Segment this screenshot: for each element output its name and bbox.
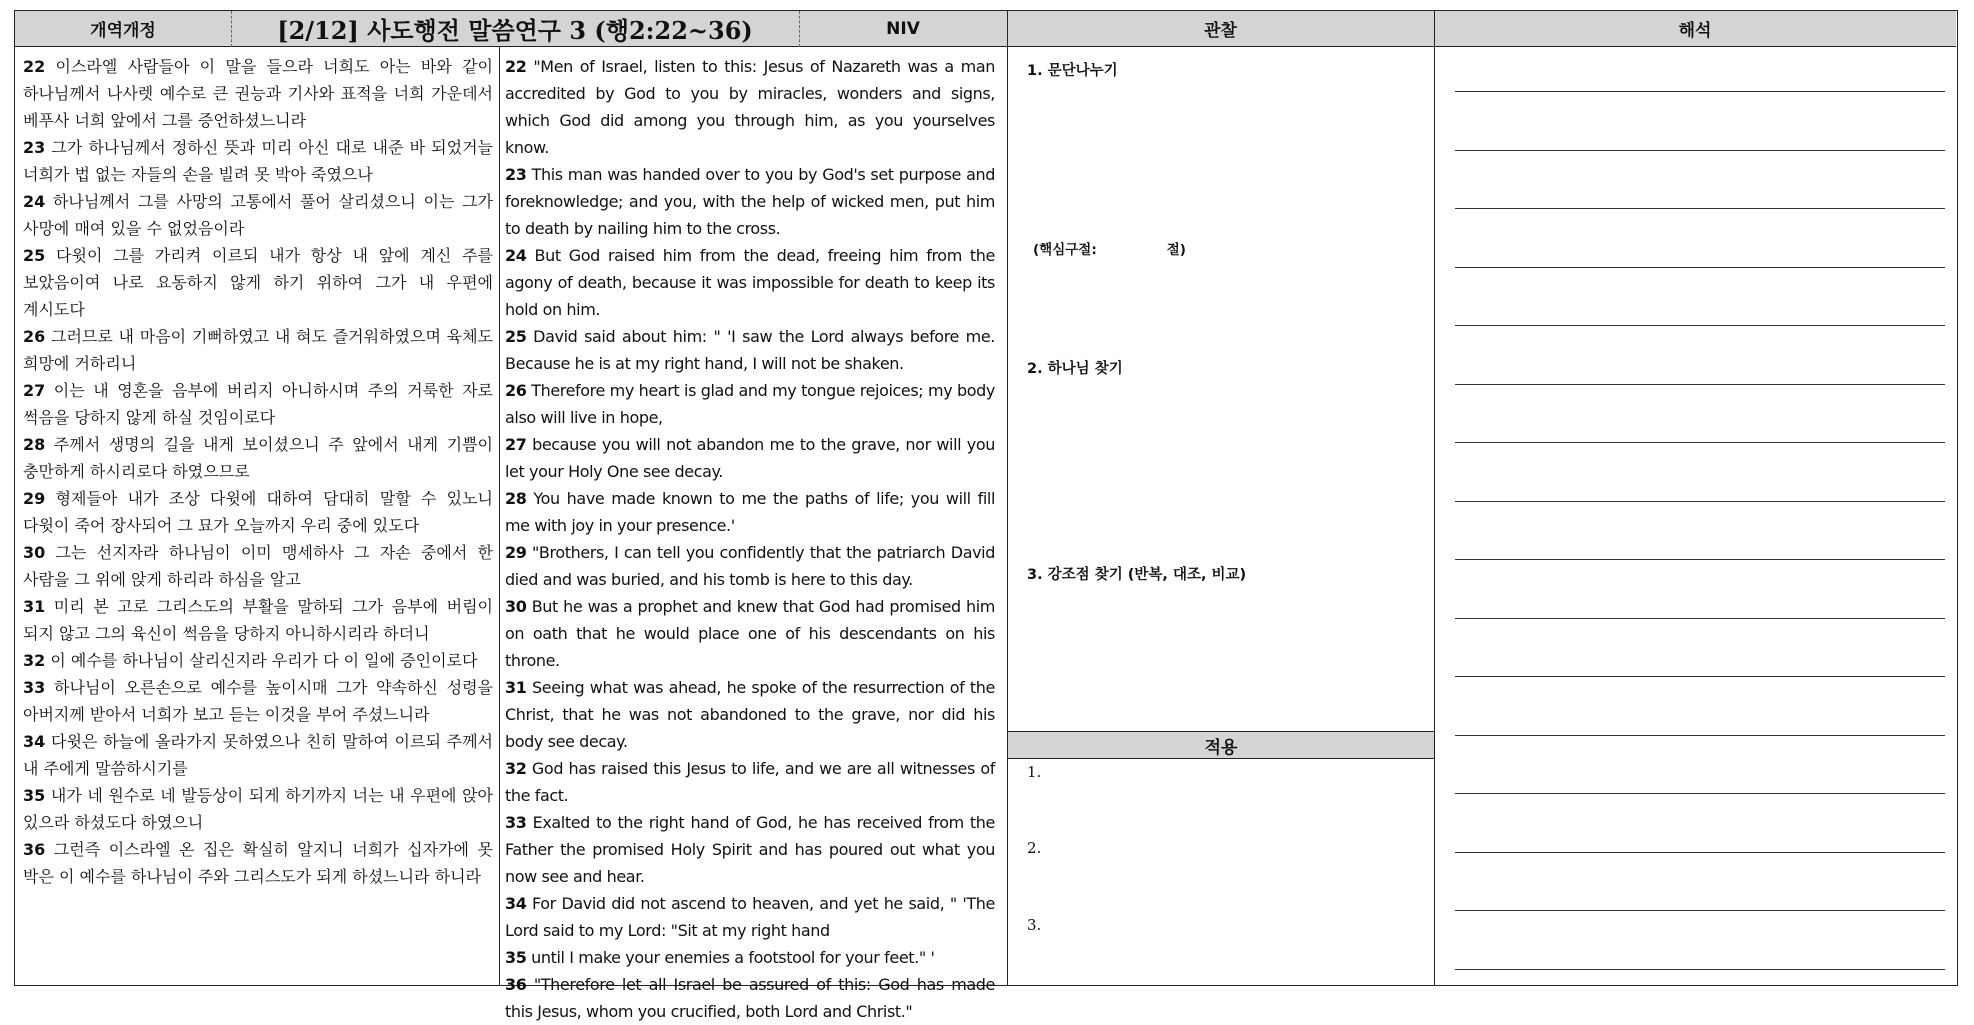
niv-verses bbox=[505, 53, 995, 1025]
verse bbox=[23, 836, 493, 890]
verse-text: 미리 본 고로 그리스도의 부활을 말하되 그가 음부에 버림이 되지 않고 그의 육신이 썩음을 당하지 아니하시리라 하더니 bbox=[23, 597, 493, 643]
verse bbox=[23, 188, 493, 242]
writing-line bbox=[1455, 910, 1945, 911]
verse-number: 25 bbox=[23, 246, 46, 265]
verse bbox=[23, 539, 493, 593]
header-divider bbox=[799, 11, 800, 47]
find-god-label: 2. 하나님 찾기 bbox=[1027, 361, 1123, 377]
verse bbox=[505, 971, 995, 1025]
verse-number: 29 bbox=[23, 489, 46, 508]
column-divider bbox=[1007, 11, 1008, 985]
verse-text: But he was a prophet and knew that God had promised him on oath that he would place one of his descendants on his throne. bbox=[505, 597, 995, 670]
verse bbox=[505, 53, 995, 161]
verse-number: 24 bbox=[505, 246, 527, 265]
verse-text: "Men of Israel, listen to this: Jesus of Nazareth was a man accredited by God to you by miracles, wonders and signs, which God did among you through him, as you yourselves know. bbox=[505, 57, 995, 157]
verse bbox=[505, 431, 995, 485]
writing-line bbox=[1455, 735, 1945, 736]
verse-text: 다윗이 그를 가리켜 이르되 내가 항상 내 앞에 계신 주를 보았음이여 나로 요동하지 않게 하기 위하여 그가 내 우편에 계시도다 bbox=[23, 246, 493, 319]
verse-text: You have made known to me the paths of life; you will fill me with joy in your presence.' bbox=[505, 489, 995, 535]
verse-number: 36 bbox=[505, 975, 527, 994]
verse-text: Exalted to the right hand of God, he has received from the Father the promised Holy Spirit and has poured out what you now see and hear. bbox=[505, 813, 995, 886]
verse bbox=[23, 485, 493, 539]
verse bbox=[505, 377, 995, 431]
verse-number: 22 bbox=[505, 57, 527, 76]
verse-number: 30 bbox=[505, 597, 527, 616]
writing-line bbox=[1455, 150, 1945, 151]
writing-line bbox=[1455, 442, 1945, 443]
writing-line bbox=[1455, 852, 1945, 853]
writing-line bbox=[1455, 325, 1945, 326]
header-divider bbox=[231, 11, 232, 47]
verse bbox=[23, 134, 493, 188]
writing-line bbox=[1455, 384, 1945, 385]
verse bbox=[505, 755, 995, 809]
writing-line bbox=[1455, 969, 1945, 970]
verse-number: 27 bbox=[505, 435, 527, 454]
verse bbox=[505, 890, 995, 944]
verse-text: 이스라엘 사람들아 이 말을 들으라 너희도 아는 바와 같이 하나님께서 나사렛 예수로 큰 권능과 기사와 표적을 너희 가운데서 베푸사 너희 앞에서 그를 증언하셨느니라 bbox=[23, 57, 493, 130]
verse-number: 31 bbox=[23, 597, 46, 616]
verse bbox=[23, 674, 493, 728]
verse-text: But God raised him from the dead, freeing him from the agony of death, because it was impossible for death to keep its hold on him. bbox=[505, 246, 995, 319]
verse-text: Seeing what was ahead, he spoke of the resurrection of the Christ, that he was not abandoned to the grave, nor did his body see decay. bbox=[505, 678, 995, 751]
writing-line bbox=[1455, 208, 1945, 209]
verse bbox=[505, 674, 995, 755]
writing-line bbox=[1455, 559, 1945, 560]
header-niv: NIV bbox=[799, 11, 1007, 47]
verse-text: 이는 내 영혼을 음부에 버리지 아니하시며 주의 거룩한 자로 썩음을 당하지 않게 하실 것임이로다 bbox=[23, 381, 493, 427]
verse-number: 22 bbox=[23, 57, 46, 76]
verse-text: 그는 선지자라 하나님이 이미 맹세하사 그 자손 중에서 한 사람을 그 위에 앉게 하리라 하심을 알고 bbox=[23, 543, 493, 589]
verse bbox=[505, 809, 995, 890]
paragraph-division-label: 1. 문단나누기 bbox=[1027, 63, 1118, 79]
header-interpretation: 해석 bbox=[1434, 11, 1956, 47]
verse-number: 33 bbox=[505, 813, 527, 832]
verse bbox=[23, 323, 493, 377]
verse-number: 35 bbox=[23, 786, 46, 805]
verse bbox=[23, 242, 493, 323]
verse-number: 36 bbox=[23, 840, 46, 859]
verse-text: Therefore my heart is glad and my tongue rejoices; my body also will live in hope, bbox=[505, 381, 995, 427]
verse-text: until I make your enemies a footstool for your feet." ' bbox=[526, 948, 935, 967]
verse bbox=[23, 647, 493, 674]
verse-text: 하나님께서 그를 사망의 고통에서 풀어 살리셨으니 이는 그가 사망에 매여 있을 수 없었음이라 bbox=[23, 192, 493, 238]
writing-line bbox=[1455, 91, 1945, 92]
verse-number: 34 bbox=[23, 732, 46, 751]
verse-text: 그런즉 이스라엘 온 집은 확실히 알지니 너희가 십자가에 못 박은 이 예수를 하나님이 주와 그리스도가 되게 하셨느니라 하니라 bbox=[23, 840, 493, 886]
verse-number: 34 bbox=[505, 894, 527, 913]
find-emphasis-label: 3. 강조점 찾기 (반복, 대조, 비교) bbox=[1027, 567, 1247, 583]
verse bbox=[23, 377, 493, 431]
verse-text: "Brothers, I can tell you confidently that the patriarch David died and was buried, and his tomb is here to this day. bbox=[505, 543, 995, 589]
verse-number: 27 bbox=[23, 381, 46, 400]
verse bbox=[505, 485, 995, 539]
column-divider bbox=[1434, 11, 1435, 985]
verse-text: David said about him: " 'I saw the Lord always before me. Because he is at my right hand, I will not be shaken. bbox=[505, 327, 995, 373]
korean-verses bbox=[23, 53, 493, 890]
verse bbox=[505, 944, 995, 971]
verse-text: 그러므로 내 마음이 기뻐하였고 내 혀도 즐거워하였으며 육체도 희망에 거하리니 bbox=[23, 327, 493, 373]
verse-number: 28 bbox=[505, 489, 527, 508]
verse-number: 26 bbox=[23, 327, 46, 346]
verse-number: 25 bbox=[505, 327, 527, 346]
key-verse-label: (핵심구절: 절) bbox=[1033, 242, 1186, 258]
verse bbox=[505, 539, 995, 593]
verse bbox=[23, 782, 493, 836]
verse-number: 23 bbox=[23, 138, 46, 157]
verse-text: 주께서 생명의 길을 내게 보이셨으니 주 앞에서 내게 기쁨이 충만하게 하시리로다 하였으므로 bbox=[23, 435, 493, 481]
verse bbox=[23, 431, 493, 485]
verse-text: 다윗은 하늘에 올라가지 못하였으나 친히 말하여 이르되 주께서 내 주에게 말씀하시기를 bbox=[23, 732, 493, 778]
verse-text: 하나님이 오른손으로 예수를 높이시매 그가 약속하신 성령을 아버지께 받아서 너희가 보고 듣는 이것을 부어 주셨느니라 bbox=[23, 678, 493, 724]
verse-text: God has raised this Jesus to life, and we are all witnesses of the fact. bbox=[505, 759, 995, 805]
verse bbox=[23, 593, 493, 647]
verse-text: "Therefore let all Israel be assured of this: God has made this Jesus, whom you crucified, both Lord and Christ." bbox=[505, 975, 995, 1021]
writing-line bbox=[1455, 618, 1945, 619]
study-sheet bbox=[14, 10, 1958, 1021]
header-observation: 관찰 bbox=[1007, 11, 1434, 47]
verse-text: 형제들아 내가 조상 다윗에 대하여 담대히 말할 수 있노니 다윗이 죽어 장사되어 그 묘가 오늘까지 우리 중에 있도다 bbox=[23, 489, 493, 535]
writing-line bbox=[1455, 676, 1945, 677]
verse-number: 29 bbox=[505, 543, 527, 562]
verse bbox=[23, 728, 493, 782]
verse bbox=[505, 593, 995, 674]
verse-number: 23 bbox=[505, 165, 527, 184]
verse-number: 26 bbox=[505, 381, 527, 400]
application-header: 적용 bbox=[1008, 731, 1434, 759]
verse-number: 31 bbox=[505, 678, 527, 697]
verse-text: 이 예수를 하나님이 살리신지라 우리가 다 이 일에 증인이로다 bbox=[45, 651, 478, 670]
verse bbox=[23, 53, 493, 134]
verse-number: 32 bbox=[23, 651, 46, 670]
column-divider bbox=[499, 47, 500, 985]
verse-text: For David did not ascend to heaven, and yet he said, " 'The Lord said to my Lord: "Sit at my right hand bbox=[505, 894, 995, 940]
application-item: 2. bbox=[1027, 839, 1042, 857]
verse-number: 35 bbox=[505, 948, 527, 967]
verse bbox=[505, 242, 995, 323]
header-korean-version: 개역개정 bbox=[15, 11, 231, 47]
application-item: 1. bbox=[1027, 763, 1042, 781]
verse-number: 33 bbox=[23, 678, 46, 697]
writing-line bbox=[1455, 793, 1945, 794]
writing-line bbox=[1455, 501, 1945, 502]
verse bbox=[505, 161, 995, 242]
verse-number: 24 bbox=[23, 192, 46, 211]
verse-number: 32 bbox=[505, 759, 527, 778]
verse-number: 30 bbox=[23, 543, 46, 562]
verse-text: 내가 네 원수로 네 발등상이 되게 하기까지 너는 내 우편에 앉아 있으라 하셨도다 하였으니 bbox=[23, 786, 493, 832]
writing-line bbox=[1455, 267, 1945, 268]
application-item: 3. bbox=[1027, 916, 1042, 934]
verse-number: 28 bbox=[23, 435, 46, 454]
page-title: [2/12] 사도행전 말씀연구 3 (행2:22~36) bbox=[231, 11, 799, 47]
verse-text: because you will not abandon me to the grave, nor will you let your Holy One see decay. bbox=[505, 435, 995, 481]
verse-text: 그가 하나님께서 정하신 뜻과 미리 아신 대로 내준 바 되었거늘 너희가 법 없는 자들의 손을 빌려 못 박아 죽였으나 bbox=[23, 138, 493, 184]
verse bbox=[505, 323, 995, 377]
verse-text: This man was handed over to you by God's set purpose and foreknowledge; and you, with the help of wicked men, put him to death by nailing him to the cross. bbox=[505, 165, 995, 238]
